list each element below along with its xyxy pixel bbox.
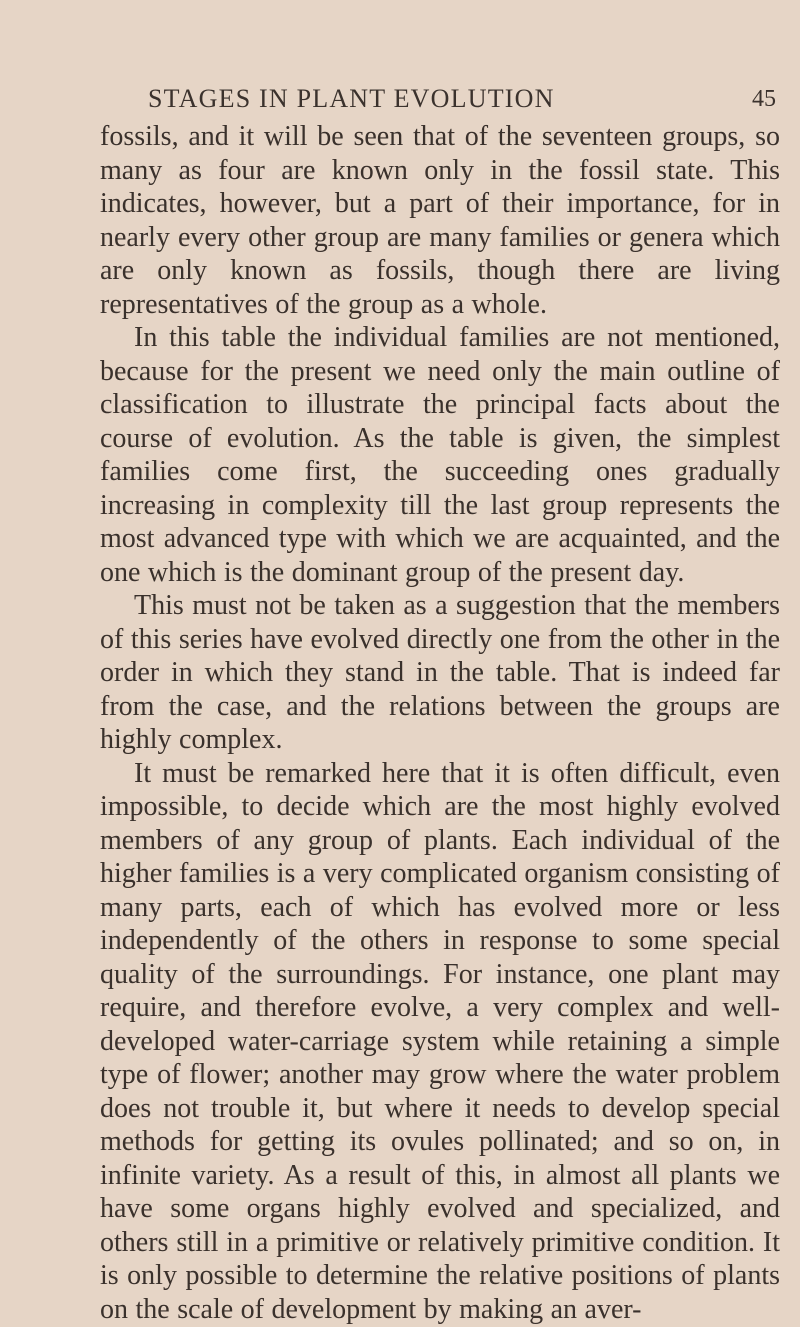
paragraph-table-families: In this table the individual families are not mentioned, because for the present we need only the main outline of classification to illustrate the principal facts about the course of evolution. As the table is given, the simplest families come first, the succeeding ones gradually increasing in complexity till the last group represents the most advanced type with which we are acquainted, and the one which is the dominant group of the present day. [100, 322, 780, 588]
page-header [140, 84, 776, 120]
running-head: STAGES IN PLANT EVOLUTION [148, 84, 555, 113]
page-number: 45 [752, 86, 776, 112]
body-text [100, 120, 780, 1326]
paragraph-continued: fossils, and it will be seen that of the seventeen groups, so many as four are known only in the fossil state. This indicates, however, but a part of their importance, for in nearly every other group are many families or genera which are only known as fossils, though there are living representatives of the group as a whole. [100, 121, 780, 320]
paragraph-suggestion: This must not be taken as a suggestion that the members of this series have evolved directly one from the other in the order in which they stand in the table. That is indeed far from the case, and the relations between the groups are highly complex. [100, 590, 780, 755]
paragraph-difficulty: It must be remarked here that it is often difficult, even impossible, to decide which are the most highly evolved members of any group of plants. Each individual of the higher families is a very complicated organism consisting of many parts, each of which has evolved more or less independently of the others in response to some special quality of the surroundings. For instance, one plant may require, and therefore evolve, a very complex and well-developed water-carriage system while retaining a simple type of flower; another may grow where the water problem does not trouble it, but where it needs to develop special methods for getting its ovules pollinated; and so on, in infinite variety. As a result of this, in almost all plants we have some organs highly evolved and specialized, and others still in a primitive or relatively primitive condition. It is only possible to determine the relative positions of plants on the scale of development by making an aver- [100, 757, 780, 1325]
